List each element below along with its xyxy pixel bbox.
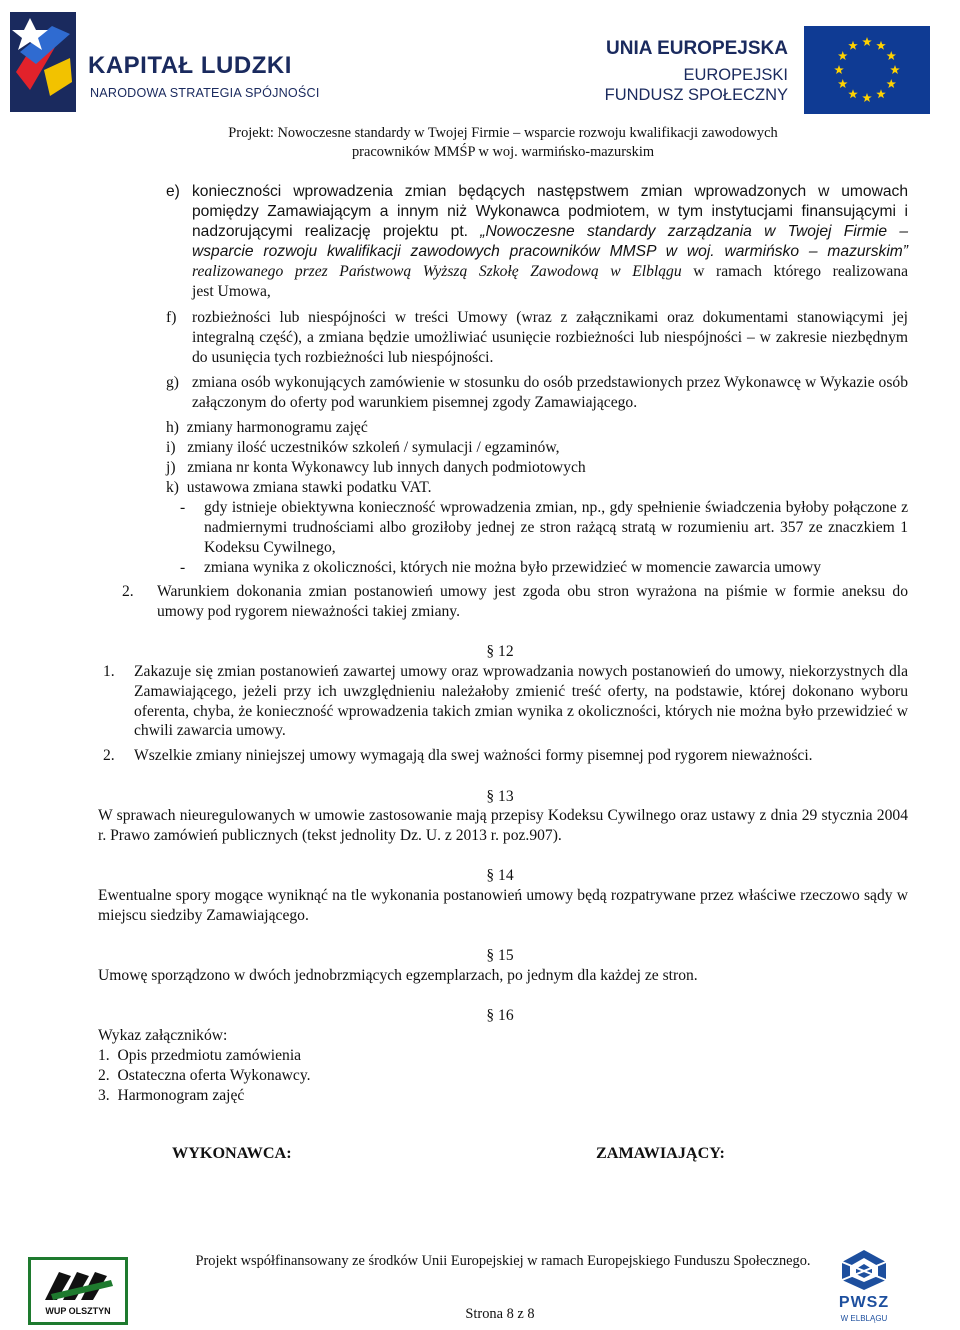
signature-contractor: WYKONAWCA: bbox=[172, 1144, 292, 1162]
item-j: j) zmiana nr konta Wykonawcy lub innych danych podmiotowych bbox=[166, 459, 586, 476]
section-12-point-2-text: Wszelkie zmiany niniejszej umowy wymagają dla swej ważności formy pisemnej pod rygorem nieważności. bbox=[134, 747, 813, 764]
item-e-line5 bbox=[192, 262, 908, 282]
kapital-ludzki-emblem-icon bbox=[10, 12, 76, 112]
attachment-3: 3. Harmonogram zajęć bbox=[98, 1087, 245, 1104]
eu-line2: EUROPEJSKI bbox=[683, 66, 788, 84]
pwsz-label: PWSZ bbox=[838, 1294, 890, 1311]
attachment-1: 1. Opis przedmiotu zamówienia bbox=[98, 1047, 302, 1064]
attachments-title: Wykaz załączników: bbox=[98, 1027, 228, 1044]
item-e-line2 bbox=[192, 202, 908, 222]
pwsz-sublabel: W ELBLĄGU bbox=[840, 1314, 888, 1323]
dash-item-1-text: gdy istnieje obiektywna konieczność wprowadzenia zmian, np., gdy spełnienie świadczenia byłoby połączone z nadmiernymi trudnościami albo groziłoby jednej ze stron rażącą stratą w rozumieniu art. 357 ze znaczkiem 1 Kodeksu Cywilnego, bbox=[204, 499, 908, 556]
section-12-point-2-label: 2. bbox=[103, 747, 115, 764]
item-g-label: g) bbox=[166, 374, 179, 391]
footer bbox=[0, 1240, 960, 1330]
section-13-heading: § 13 bbox=[486, 788, 514, 805]
item-e-line4 bbox=[192, 242, 908, 262]
project-title-line2: pracowników MMŚP w woj. warmińsko-mazurskim bbox=[351, 144, 655, 160]
paragraph-2-text: Warunkiem dokonania zmian postanowień umowy jest zgoda obu stron wyrażona na piśmie w formie aneksu do umowy pod rygorem nieważności takiej zmiany. bbox=[157, 583, 908, 620]
wup-olsztyn-logo bbox=[28, 1257, 128, 1325]
section-12-point-1-label: 1. bbox=[103, 663, 115, 680]
item-i: i) zmiany ilość uczestników szkoleń / symulacji / egzaminów, bbox=[166, 439, 560, 456]
item-e-text1: konieczności wprowadzenia zmian będących następstwem zmian wprowadzonych w umowach bbox=[192, 183, 908, 200]
item-f-label: f) bbox=[166, 309, 177, 326]
item-e-text4: wsparcie rozwoju kwalifikacji zawodowych pracowników MMSP w woj. warmińsko – mazurskim” bbox=[192, 243, 908, 260]
signature-ordering-party: ZAMAWIAJĄCY: bbox=[596, 1144, 725, 1162]
kapital-ludzki-subtitle: NARODOWA STRATEGIA SPÓJNOŚCI bbox=[90, 86, 320, 100]
section-15-heading: § 15 bbox=[486, 947, 514, 964]
project-title-line1: Projekt: Nowoczesne standardy w Twojej Firmie – wsparcie rozwoju kwalifikacji zawodowych bbox=[228, 125, 778, 141]
eu-flag-icon bbox=[804, 26, 930, 114]
eu-line1: UNIA EUROPEJSKA bbox=[606, 38, 788, 59]
item-e-text2: pomiędzy Zamawiającym a innym niż Wykonawca podmiotem, w tym instytucjami finansującymi i bbox=[192, 203, 908, 220]
eu-logo bbox=[560, 22, 940, 117]
pwsz-emblem-icon bbox=[838, 1248, 890, 1292]
eu-line3: FUNDUSZ SPOŁECZNY bbox=[604, 86, 788, 104]
section-12-heading: § 12 bbox=[486, 643, 514, 660]
kapital-ludzki-logo bbox=[10, 12, 320, 117]
wup-label: WUP OLSZTYN bbox=[45, 1306, 111, 1316]
item-e-line1 bbox=[192, 182, 908, 202]
section-14-heading: § 14 bbox=[486, 867, 514, 884]
item-k: k) ustawowa zmiana stawki podatku VAT. bbox=[166, 479, 432, 496]
item-e-text5b: w ramach którego realizowana bbox=[681, 263, 908, 280]
pwsz-logo bbox=[826, 1248, 906, 1328]
page-number: Strona 8 z 8 bbox=[465, 1306, 535, 1322]
section-12-point-1-text: Zakazuje się zmian postanowień zawartej umowy oraz wprowadzania nowych postanowień do umowy, niekorzystnych dla Zamawiającego, jeżeli przy ich uwzględnieniu należałoby zmienić treść oferty, na podstawie, której dokonano wyboru oferenta, chyba, że konieczność wprowadzenia takich zmian wynika z okoliczności, których nie można było przewidzieć w chwili zawarcia umowy. bbox=[134, 663, 908, 740]
item-e-text3b: „Nowoczesne standardy zarządzania w Twojej Firmie – bbox=[480, 223, 908, 240]
header bbox=[0, 0, 960, 165]
item-h: h) zmiany harmonogramu zajęć bbox=[166, 419, 368, 436]
kapital-ludzki-title: KAPITAŁ LUDZKI bbox=[88, 52, 292, 79]
item-e-label: e) bbox=[166, 183, 180, 200]
item-g-text: zmiana osób wykonujących zamówienie w stosunku do osób przedstawionych przez Wykonawcę w Wykazie osób załączonym do oferty pod warunkiem pisemnej zgody Zamawiającego. bbox=[192, 374, 908, 411]
item-e-text5a: realizowanego przez Państwową Wyższą Szkołę Zawodową w Elblągu bbox=[192, 263, 682, 280]
item-e-cont bbox=[192, 262, 908, 302]
dash-item-2-text: zmiana wynika z okoliczności, których nie można było przewidzieć w momencie zawarcia umowy bbox=[204, 559, 822, 576]
cofinanced-note: Projekt współfinansowany ze środków Unii Europejskiej w ramach Europejskiego Funduszu Społecznego. bbox=[195, 1253, 811, 1269]
paragraph-2-label: 2. bbox=[122, 583, 134, 600]
wup-emblem-icon bbox=[41, 1266, 117, 1302]
section-14-text: Ewentualne spory mogące wyniknąć na tle wykonania postanowień umowy będą rozpatrywane przez właściwe rzeczowo sądy w miejscu siedziby Zamawiającego. bbox=[98, 887, 908, 924]
attachment-2: 2. Ostateczna oferta Wykonawcy. bbox=[98, 1067, 311, 1084]
section-13-text: W sprawach nieuregulowanych w umowie zastosowanie mają przepisy Kodeksu Cywilnego oraz ustawy z dnia 29 stycznia 2004 r. Prawo zamówień publicznych (tekst jednolity Dz. U. z 2013 r. poz.907). bbox=[98, 807, 908, 844]
dash-marker: - bbox=[180, 499, 186, 516]
item-e-text3a: nadzorującymi realizację projektu pt. bbox=[192, 223, 481, 240]
item-f-text: rozbieżności lub niespójności w treści Umowy (wraz z załącznikami oraz dokumentami stanowiącymi jej integralną część), a zmiana będzie umożliwiać usunięcie rozbieżności lub niespójności – w zakresie niezbędnym do usunięcia tych rozbieżności lub niespójności. bbox=[192, 309, 908, 366]
item-e-line3 bbox=[192, 222, 908, 242]
section-15-text: Umowę sporządzono w dwóch jednobrzmiących egzemplarzach, po jednym dla każdej ze stron. bbox=[98, 967, 698, 984]
dash-marker: - bbox=[180, 559, 186, 576]
section-16-heading: § 16 bbox=[486, 1007, 514, 1024]
item-e-line6: jest Umowa, bbox=[192, 282, 271, 300]
